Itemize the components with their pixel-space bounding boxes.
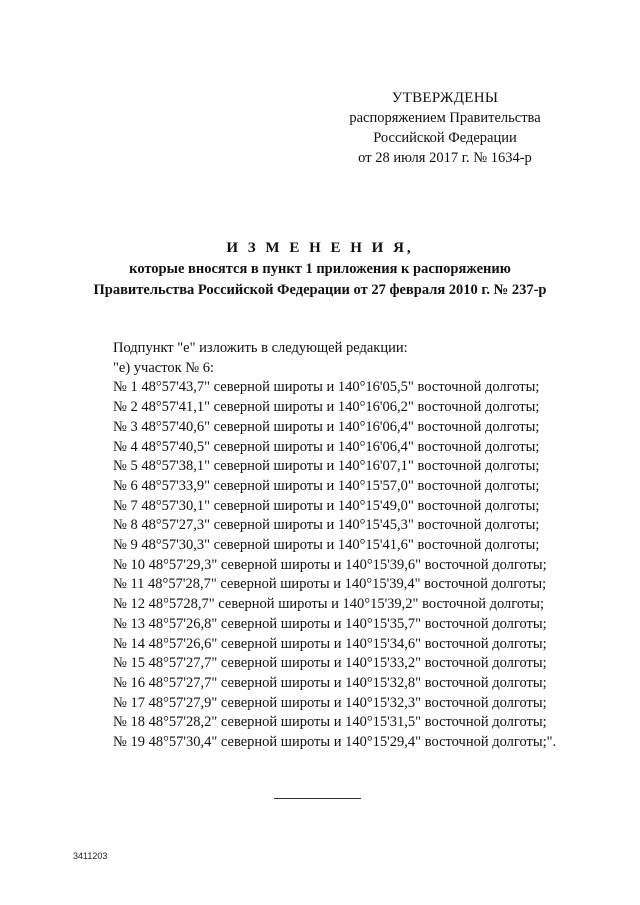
heading-line-1: которые вносятся в пункт 1 приложения к распоряжению <box>129 261 511 277</box>
list-item: № 11 48°57'28,7" северной широты и 140°15'39,4" восточной долготы; <box>113 576 547 593</box>
approval-line-1: распоряжением Правительства <box>349 110 541 126</box>
subheading: "е) участок № 6: <box>113 359 215 376</box>
list-item: № 12 48°5728,7" северной широты и 140°15'39,2" восточной долготы; <box>113 596 545 613</box>
list-item: № 15 48°57'27,7" северной широты и 140°15'33,2" восточной долготы; <box>113 655 547 672</box>
heading-title: И З М Е Н Е Н И Я, <box>226 240 414 256</box>
list-item: № 3 48°57'40,6" северной широты и 140°16'06,4" восточной долготы; <box>113 418 540 435</box>
list-item: № 5 48°57'38,1" северной широты и 140°16'07,1" восточной долготы; <box>113 458 540 475</box>
intro-paragraph: Подпункт "е" изложить в следующей редакции: <box>113 340 408 356</box>
list-item: № 17 48°57'27,9" северной широты и 140°15'32,3" восточной долготы; <box>113 694 547 711</box>
end-divider <box>274 798 361 799</box>
list-item: № 19 48°57'30,4" северной широты и 140°15'29,4" восточной долготы;". <box>113 734 557 751</box>
approval-line-3: от 28 июля 2017 г. № 1634-р <box>358 150 532 166</box>
list-item: № 16 48°57'27,7" северной широты и 140°15'32,8" восточной долготы; <box>113 674 547 691</box>
document-number: 3411203 <box>73 851 108 861</box>
document-heading <box>40 238 600 301</box>
list-item: № 2 48°57'41,1" северной широты и 140°16'06,2" восточной долготы; <box>113 399 540 416</box>
approval-block <box>330 88 560 168</box>
approval-title: УТВЕРЖДЕНЫ <box>391 90 499 106</box>
list-item: № 14 48°57'26,6" северной широты и 140°15'34,6" восточной долготы; <box>113 635 547 652</box>
approval-line-2: Российской Федерации <box>373 130 517 146</box>
list-item: № 18 48°57'28,2" северной широты и 140°15'31,5" восточной долготы; <box>113 714 547 731</box>
list-item: № 10 48°57'29,3" северной широты и 140°15'39,6" восточной долготы; <box>113 556 547 573</box>
list-item: № 7 48°57'30,1" северной широты и 140°15'49,0" восточной долготы; <box>113 497 540 514</box>
list-item: № 4 48°57'40,5" северной широты и 140°16'06,4" восточной долготы; <box>113 438 540 455</box>
list-item: № 1 48°57'43,7" северной широты и 140°16'05,5" восточной долготы; <box>113 379 540 396</box>
list-item: № 6 48°57'33,9" северной широты и 140°15'57,0" восточной долготы; <box>113 477 540 494</box>
list-item: № 13 48°57'26,8" северной широты и 140°15'35,7" восточной долготы; <box>113 615 547 632</box>
document-body <box>113 339 613 753</box>
heading-line-2: Правительства Российской Федерации от 27 февраля 2010 г. № 237-р <box>93 282 547 298</box>
list-item: № 8 48°57'27,3" северной широты и 140°15'45,3" восточной долготы; <box>113 517 540 534</box>
list-item: № 9 48°57'30,3" северной широты и 140°15'41,6" восточной долготы; <box>113 537 540 554</box>
point-list <box>113 378 613 752</box>
